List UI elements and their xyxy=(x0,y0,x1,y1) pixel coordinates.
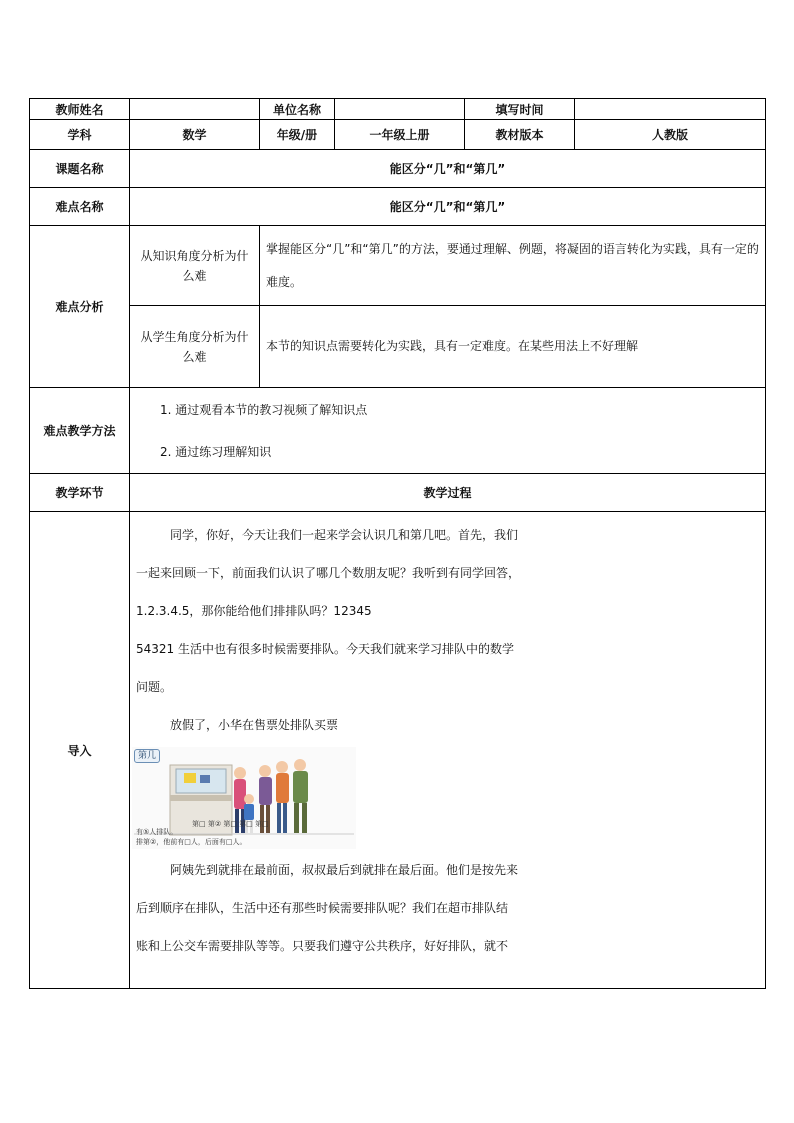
figure-caption-2: 排第②，他前有□人，后面有□人。 xyxy=(136,838,247,846)
method-item-2: 2. 通过练习理解知识 xyxy=(160,444,272,459)
queue-illustration xyxy=(132,747,356,849)
student-angle-content: 本节的知识点需要转化为实践，具有一定难度。在某些用法上不好理解 xyxy=(260,306,766,388)
fill-time-value xyxy=(575,99,766,120)
stage-header: 教学环节 xyxy=(30,474,130,512)
student-angle-label xyxy=(130,306,260,388)
subject-value: 数学 xyxy=(130,120,260,150)
process-header-row xyxy=(30,474,766,512)
intro-line-4: 54321 生活中也有很多时候需要排队。今天我们就来学习排队中的数学 xyxy=(136,642,514,656)
intro-line-7: 阿姨先到就排在最前面，叔叔最后到就排在最后面。他们是按先来 xyxy=(170,863,519,877)
knowledge-angle-label xyxy=(130,226,260,306)
figure-ordinal-row: 第□ 第② 第□ 第□ 第□ xyxy=(192,820,269,828)
analysis-student-row xyxy=(30,306,766,388)
intro-line-3: 1.2.3.4.5，那你能给他们排排队吗？12345 xyxy=(136,604,372,618)
topic-row xyxy=(30,150,766,188)
intro-line-2: 一起来回顾一下，前面我们认识了哪几个数朋友呢？我听到有同学回答， xyxy=(136,566,521,580)
topic-value: 能区分“几”和“第几” xyxy=(130,150,766,188)
student-angle-text: 从学生角度分析为什么难 xyxy=(140,329,249,364)
grade-label: 年级/册 xyxy=(260,120,335,150)
topic-label: 课题名称 xyxy=(30,150,130,188)
intro-content xyxy=(130,512,766,989)
intro-label: 导入 xyxy=(30,512,130,989)
method-label: 难点教学方法 xyxy=(30,388,130,474)
intro-line-6: 放假了，小华在售票处排队买票 xyxy=(170,718,339,732)
figure-caption-1: 有⑤人排队。 xyxy=(136,828,178,836)
analysis-label: 难点分析 xyxy=(30,226,130,388)
method-item-1: 1. 通过观看本节的教习视频了解知识点 xyxy=(160,402,368,417)
intro-line-8: 后到顺序在排队，生活中还有那些时候需要排队呢？我们在超市排队结 xyxy=(136,901,509,915)
lesson-plan-table xyxy=(29,98,766,989)
edition-label: 教材版本 xyxy=(465,120,575,150)
unit-name-label: 单位名称 xyxy=(260,99,335,120)
intro-line-5: 问题。 xyxy=(136,680,173,694)
process-header: 教学过程 xyxy=(130,474,766,512)
method-row xyxy=(30,388,766,474)
knowledge-angle-text: 从知识角度分析为什么难 xyxy=(140,248,249,283)
intro-line-9: 账和上公交车需要排队等等。只要我们遵守公共秩序，好好排队，就不 xyxy=(136,939,509,953)
edition-value: 人教版 xyxy=(575,120,766,150)
difficulty-value: 能区分“几”和“第几” xyxy=(130,188,766,226)
intro-line-1: 同学，你好，今天让我们一起来学会认识几和第几吧。首先，我们 xyxy=(170,528,519,542)
figure-title: 第几 xyxy=(134,749,160,763)
intro-row xyxy=(30,512,766,989)
method-content xyxy=(130,388,766,474)
analysis-knowledge-row xyxy=(30,226,766,306)
difficulty-label: 难点名称 xyxy=(30,188,130,226)
unit-name-value xyxy=(335,99,465,120)
header-row-2 xyxy=(30,120,766,150)
teacher-name-value xyxy=(130,99,260,120)
difficulty-row xyxy=(30,188,766,226)
fill-time-label: 填写时间 xyxy=(465,99,575,120)
grade-value: 一年级上册 xyxy=(335,120,465,150)
header-row-1 xyxy=(30,99,766,120)
teacher-name-label: 教师姓名 xyxy=(30,99,130,120)
subject-label: 学科 xyxy=(30,120,130,150)
knowledge-angle-content: 掌握能区分“几”和“第几”的方法，要通过理解、例题，将凝固的语言转化为实践，具有一定的难度。 xyxy=(260,226,766,306)
